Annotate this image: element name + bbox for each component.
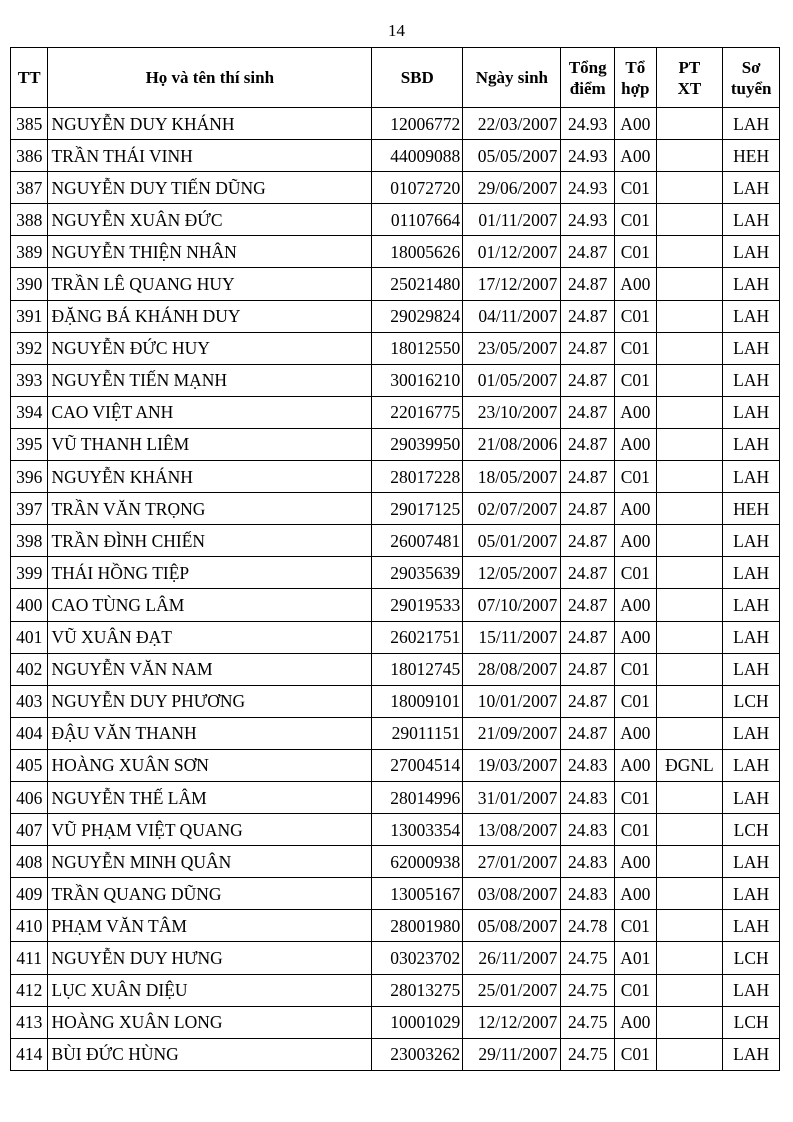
cell-name: NGUYỄN DUY TIẾN DŨNG [48, 172, 372, 204]
cell-sbd: 28013275 [372, 974, 463, 1006]
cell-tt: 403 [11, 685, 48, 717]
cell-sbd: 18009101 [372, 685, 463, 717]
cell-so: LAH [723, 846, 780, 878]
cell-sbd: 29035639 [372, 557, 463, 589]
cell-combo: A00 [615, 140, 656, 172]
cell-dob: 29/06/2007 [463, 172, 561, 204]
cell-dob: 07/10/2007 [463, 589, 561, 621]
cell-pt [656, 589, 723, 621]
cell-name: BÙI ĐỨC HÙNG [48, 1038, 372, 1070]
cell-so: LAH [723, 749, 780, 781]
cell-name: NGUYỄN TIẾN MẠNH [48, 364, 372, 396]
cell-so: LAH [723, 364, 780, 396]
cell-sbd: 30016210 [372, 364, 463, 396]
cell-score: 24.93 [561, 108, 615, 140]
cell-tt: 399 [11, 557, 48, 589]
cell-name: CAO TÙNG LÂM [48, 589, 372, 621]
cell-name: NGUYỄN MINH QUÂN [48, 846, 372, 878]
cell-dob: 23/10/2007 [463, 396, 561, 428]
header-pt-line2: XT [677, 78, 702, 98]
cell-score: 24.87 [561, 557, 615, 589]
cell-dob: 05/05/2007 [463, 140, 561, 172]
cell-pt [656, 332, 723, 364]
cell-dob: 15/11/2007 [463, 621, 561, 653]
cell-tt: 398 [11, 525, 48, 557]
cell-pt [656, 300, 723, 332]
cell-so: LAH [723, 300, 780, 332]
table-row [11, 717, 780, 749]
cell-sbd: 27004514 [372, 749, 463, 781]
cell-combo: C01 [615, 204, 656, 236]
cell-tt: 393 [11, 364, 48, 396]
cell-tt: 411 [11, 942, 48, 974]
cell-combo: C01 [615, 910, 656, 942]
table-row [11, 236, 780, 268]
cell-name: VŨ XUÂN ĐẠT [48, 621, 372, 653]
cell-pt [656, 108, 723, 140]
cell-sbd: 22016775 [372, 396, 463, 428]
cell-so: LAH [723, 974, 780, 1006]
cell-tt: 414 [11, 1038, 48, 1070]
cell-tt: 391 [11, 300, 48, 332]
cell-name: NGUYỄN DUY KHÁNH [48, 108, 372, 140]
cell-sbd: 18005626 [372, 236, 463, 268]
header-combo-line2: hợp [621, 78, 650, 98]
cell-score: 24.87 [561, 461, 615, 493]
cell-name: TRẦN LÊ QUANG HUY [48, 268, 372, 300]
cell-sbd: 28001980 [372, 910, 463, 942]
cell-so: LAH [723, 332, 780, 364]
cell-so: LAH [723, 1038, 780, 1070]
cell-sbd: 62000938 [372, 846, 463, 878]
cell-sbd: 26007481 [372, 525, 463, 557]
cell-dob: 31/01/2007 [463, 781, 561, 813]
cell-combo: C01 [615, 300, 656, 332]
cell-dob: 26/11/2007 [463, 942, 561, 974]
cell-tt: 413 [11, 1006, 48, 1038]
cell-pt [656, 172, 723, 204]
cell-pt [656, 461, 723, 493]
cell-dob: 25/01/2007 [463, 974, 561, 1006]
cell-name: NGUYỄN THIỆN NHÂN [48, 236, 372, 268]
cell-pt: ĐGNL [656, 749, 723, 781]
cell-tt: 394 [11, 396, 48, 428]
cell-name: TRẦN ĐÌNH CHIẾN [48, 525, 372, 557]
table-row [11, 493, 780, 525]
cell-pt [656, 974, 723, 1006]
cell-sbd: 29039950 [372, 428, 463, 460]
cell-combo: C01 [615, 236, 656, 268]
table-row [11, 300, 780, 332]
table-row [11, 557, 780, 589]
cell-combo: A00 [615, 621, 656, 653]
cell-combo: C01 [615, 1038, 656, 1070]
cell-pt [656, 396, 723, 428]
table-row [11, 172, 780, 204]
cell-dob: 01/12/2007 [463, 236, 561, 268]
cell-name: NGUYỄN DUY HƯNG [48, 942, 372, 974]
cell-pt [656, 140, 723, 172]
table-row [11, 525, 780, 557]
cell-combo: A01 [615, 942, 656, 974]
table-row [11, 685, 780, 717]
cell-combo: A00 [615, 878, 656, 910]
cell-combo: A00 [615, 268, 656, 300]
cell-pt [656, 685, 723, 717]
cell-name: ĐẬU VĂN THANH [48, 717, 372, 749]
cell-score: 24.83 [561, 749, 615, 781]
cell-dob: 23/05/2007 [463, 332, 561, 364]
cell-score: 24.75 [561, 974, 615, 1006]
cell-name: NGUYỄN DUY PHƯƠNG [48, 685, 372, 717]
cell-sbd: 44009088 [372, 140, 463, 172]
table-row [11, 621, 780, 653]
cell-score: 24.87 [561, 236, 615, 268]
cell-sbd: 25021480 [372, 268, 463, 300]
table-row [11, 332, 780, 364]
table-row [11, 846, 780, 878]
header-so-line1: Sơ [741, 57, 761, 77]
cell-score: 24.87 [561, 589, 615, 621]
cell-dob: 17/12/2007 [463, 268, 561, 300]
cell-tt: 390 [11, 268, 48, 300]
cell-pt [656, 364, 723, 396]
cell-tt: 409 [11, 878, 48, 910]
cell-combo: A00 [615, 525, 656, 557]
cell-score: 24.87 [561, 268, 615, 300]
page-number: 14 [388, 21, 405, 40]
cell-dob: 04/11/2007 [463, 300, 561, 332]
header-score-line1: Tổng [568, 57, 607, 77]
cell-so: LCH [723, 1006, 780, 1038]
cell-score: 24.93 [561, 204, 615, 236]
cell-sbd: 29019533 [372, 589, 463, 621]
cell-pt [656, 814, 723, 846]
cell-so: HEH [723, 493, 780, 525]
cell-name: HOÀNG XUÂN LONG [48, 1006, 372, 1038]
cell-name: NGUYỄN VĂN NAM [48, 653, 372, 685]
cell-so: LAH [723, 428, 780, 460]
cell-so: LAH [723, 108, 780, 140]
cell-name: ĐẶNG BÁ KHÁNH DUY [48, 300, 372, 332]
cell-dob: 01/05/2007 [463, 364, 561, 396]
cell-score: 24.75 [561, 1006, 615, 1038]
cell-sbd: 03023702 [372, 942, 463, 974]
cell-so: LAH [723, 172, 780, 204]
table-row [11, 108, 780, 140]
header-combo [615, 48, 656, 108]
cell-name: NGUYỄN KHÁNH [48, 461, 372, 493]
cell-score: 24.93 [561, 172, 615, 204]
cell-pt [656, 1038, 723, 1070]
cell-sbd: 29011151 [372, 717, 463, 749]
cell-so: LAH [723, 717, 780, 749]
cell-pt [656, 1006, 723, 1038]
cell-pt [656, 621, 723, 653]
table-row [11, 364, 780, 396]
cell-tt: 404 [11, 717, 48, 749]
cell-sbd: 28017228 [372, 461, 463, 493]
cell-name: HOÀNG XUÂN SƠN [48, 749, 372, 781]
cell-dob: 01/11/2007 [463, 204, 561, 236]
cell-combo: C01 [615, 685, 656, 717]
cell-tt: 388 [11, 204, 48, 236]
cell-dob: 28/08/2007 [463, 653, 561, 685]
table-row [11, 1038, 780, 1070]
cell-combo: C01 [615, 332, 656, 364]
cell-score: 24.87 [561, 493, 615, 525]
header-score [561, 48, 615, 108]
cell-combo: A00 [615, 396, 656, 428]
cell-pt [656, 236, 723, 268]
cell-so: LAH [723, 525, 780, 557]
header-score-line2: điểm [569, 78, 606, 98]
header-name: Họ và tên thí sinh [48, 48, 372, 108]
cell-so: LAH [723, 204, 780, 236]
cell-dob: 22/03/2007 [463, 108, 561, 140]
cell-tt: 408 [11, 846, 48, 878]
cell-dob: 02/07/2007 [463, 493, 561, 525]
cell-sbd: 18012745 [372, 653, 463, 685]
cell-sbd: 18012550 [372, 332, 463, 364]
cell-tt: 386 [11, 140, 48, 172]
cell-score: 24.87 [561, 653, 615, 685]
cell-sbd: 01107664 [372, 204, 463, 236]
cell-pt [656, 428, 723, 460]
cell-so: LAH [723, 557, 780, 589]
cell-dob: 13/08/2007 [463, 814, 561, 846]
table-row [11, 910, 780, 942]
cell-so: LAH [723, 236, 780, 268]
cell-so: LCH [723, 814, 780, 846]
cell-so: LAH [723, 910, 780, 942]
cell-combo: C01 [615, 461, 656, 493]
cell-name: NGUYỄN THẾ LÂM [48, 781, 372, 813]
cell-so: LAH [723, 653, 780, 685]
cell-sbd: 13005167 [372, 878, 463, 910]
cell-name: VŨ PHẠM VIỆT QUANG [48, 814, 372, 846]
cell-tt: 410 [11, 910, 48, 942]
cell-tt: 400 [11, 589, 48, 621]
cell-tt: 407 [11, 814, 48, 846]
cell-dob: 03/08/2007 [463, 878, 561, 910]
cell-dob: 21/09/2007 [463, 717, 561, 749]
header-tt: TT [11, 48, 48, 108]
cell-sbd: 23003262 [372, 1038, 463, 1070]
cell-pt [656, 557, 723, 589]
cell-name: VŨ THANH LIÊM [48, 428, 372, 460]
cell-score: 24.75 [561, 942, 615, 974]
cell-tt: 397 [11, 493, 48, 525]
cell-score: 24.87 [561, 332, 615, 364]
table-header-row [11, 48, 780, 108]
cell-combo: A00 [615, 493, 656, 525]
table-row [11, 428, 780, 460]
cell-so: LAH [723, 268, 780, 300]
cell-name: TRẦN THÁI VINH [48, 140, 372, 172]
table-row [11, 878, 780, 910]
cell-name: LỤC XUÂN DIỆU [48, 974, 372, 1006]
cell-pt [656, 493, 723, 525]
cell-pt [656, 942, 723, 974]
cell-score: 24.87 [561, 525, 615, 557]
cell-combo: A00 [615, 749, 656, 781]
cell-dob: 05/01/2007 [463, 525, 561, 557]
cell-combo: A00 [615, 846, 656, 878]
cell-score: 24.83 [561, 846, 615, 878]
cell-name: NGUYỄN XUÂN ĐỨC [48, 204, 372, 236]
cell-sbd: 01072720 [372, 172, 463, 204]
cell-sbd: 29029824 [372, 300, 463, 332]
cell-so: LAH [723, 621, 780, 653]
table-row [11, 814, 780, 846]
table-row [11, 942, 780, 974]
cell-dob: 18/05/2007 [463, 461, 561, 493]
cell-sbd: 29017125 [372, 493, 463, 525]
cell-combo: A00 [615, 1006, 656, 1038]
cell-score: 24.87 [561, 428, 615, 460]
table-row [11, 749, 780, 781]
cell-sbd: 26021751 [372, 621, 463, 653]
cell-dob: 21/08/2006 [463, 428, 561, 460]
cell-so: LAH [723, 878, 780, 910]
cell-dob: 27/01/2007 [463, 846, 561, 878]
cell-combo: C01 [615, 781, 656, 813]
cell-name: CAO VIỆT ANH [48, 396, 372, 428]
cell-score: 24.93 [561, 140, 615, 172]
cell-pt [656, 653, 723, 685]
cell-tt: 392 [11, 332, 48, 364]
cell-tt: 389 [11, 236, 48, 268]
cell-dob: 10/01/2007 [463, 685, 561, 717]
cell-combo: C01 [615, 364, 656, 396]
cell-pt [656, 910, 723, 942]
cell-tt: 406 [11, 781, 48, 813]
cell-name: PHẠM VĂN TÂM [48, 910, 372, 942]
cell-so: LAH [723, 461, 780, 493]
header-dob: Ngày sinh [463, 48, 561, 108]
table-row [11, 781, 780, 813]
cell-pt [656, 781, 723, 813]
cell-combo: C01 [615, 814, 656, 846]
cell-name: NGUYỄN ĐỨC HUY [48, 332, 372, 364]
cell-pt [656, 268, 723, 300]
cell-pt [656, 878, 723, 910]
table-row [11, 268, 780, 300]
table-row [11, 1006, 780, 1038]
cell-tt: 395 [11, 428, 48, 460]
table-row [11, 140, 780, 172]
header-sbd: SBD [372, 48, 463, 108]
header-so-line2: tuyển [730, 78, 772, 98]
cell-name: TRẦN QUANG DŨNG [48, 878, 372, 910]
header-combo-line1: Tổ [625, 57, 646, 77]
cell-so: HEH [723, 140, 780, 172]
cell-score: 24.87 [561, 717, 615, 749]
cell-dob: 29/11/2007 [463, 1038, 561, 1070]
cell-score: 24.83 [561, 814, 615, 846]
cell-combo: C01 [615, 557, 656, 589]
table-row [11, 396, 780, 428]
table-row [11, 974, 780, 1006]
cell-pt [656, 525, 723, 557]
header-pt-line1: PT [678, 57, 701, 77]
cell-name: TRẦN VĂN TRỌNG [48, 493, 372, 525]
cell-dob: 12/12/2007 [463, 1006, 561, 1038]
cell-so: LCH [723, 942, 780, 974]
cell-so: LAH [723, 781, 780, 813]
cell-score: 24.83 [561, 878, 615, 910]
cell-pt [656, 717, 723, 749]
cell-dob: 05/08/2007 [463, 910, 561, 942]
cell-sbd: 13003354 [372, 814, 463, 846]
cell-tt: 401 [11, 621, 48, 653]
cell-combo: A00 [615, 108, 656, 140]
cell-score: 24.87 [561, 396, 615, 428]
table-row [11, 589, 780, 621]
cell-score: 24.78 [561, 910, 615, 942]
candidate-table [10, 47, 780, 1071]
cell-tt: 402 [11, 653, 48, 685]
cell-score: 24.87 [561, 621, 615, 653]
cell-score: 24.87 [561, 685, 615, 717]
cell-combo: C01 [615, 974, 656, 1006]
cell-sbd: 28014996 [372, 781, 463, 813]
cell-combo: A00 [615, 589, 656, 621]
cell-combo: C01 [615, 653, 656, 685]
cell-sbd: 10001029 [372, 1006, 463, 1038]
cell-dob: 19/03/2007 [463, 749, 561, 781]
cell-score: 24.83 [561, 781, 615, 813]
cell-so: LCH [723, 685, 780, 717]
cell-pt [656, 846, 723, 878]
cell-score: 24.87 [561, 364, 615, 396]
table-row [11, 653, 780, 685]
cell-combo: A00 [615, 428, 656, 460]
cell-combo: A00 [615, 717, 656, 749]
cell-so: LAH [723, 396, 780, 428]
table-row [11, 204, 780, 236]
cell-tt: 405 [11, 749, 48, 781]
cell-pt [656, 204, 723, 236]
table-row [11, 461, 780, 493]
cell-tt: 412 [11, 974, 48, 1006]
cell-tt: 396 [11, 461, 48, 493]
cell-score: 24.87 [561, 300, 615, 332]
cell-tt: 387 [11, 172, 48, 204]
cell-name: THÁI HỒNG TIỆP [48, 557, 372, 589]
cell-tt: 385 [11, 108, 48, 140]
header-so [723, 48, 780, 108]
cell-dob: 12/05/2007 [463, 557, 561, 589]
cell-score: 24.75 [561, 1038, 615, 1070]
header-pt [656, 48, 723, 108]
cell-sbd: 12006772 [372, 108, 463, 140]
cell-combo: C01 [615, 172, 656, 204]
cell-so: LAH [723, 589, 780, 621]
